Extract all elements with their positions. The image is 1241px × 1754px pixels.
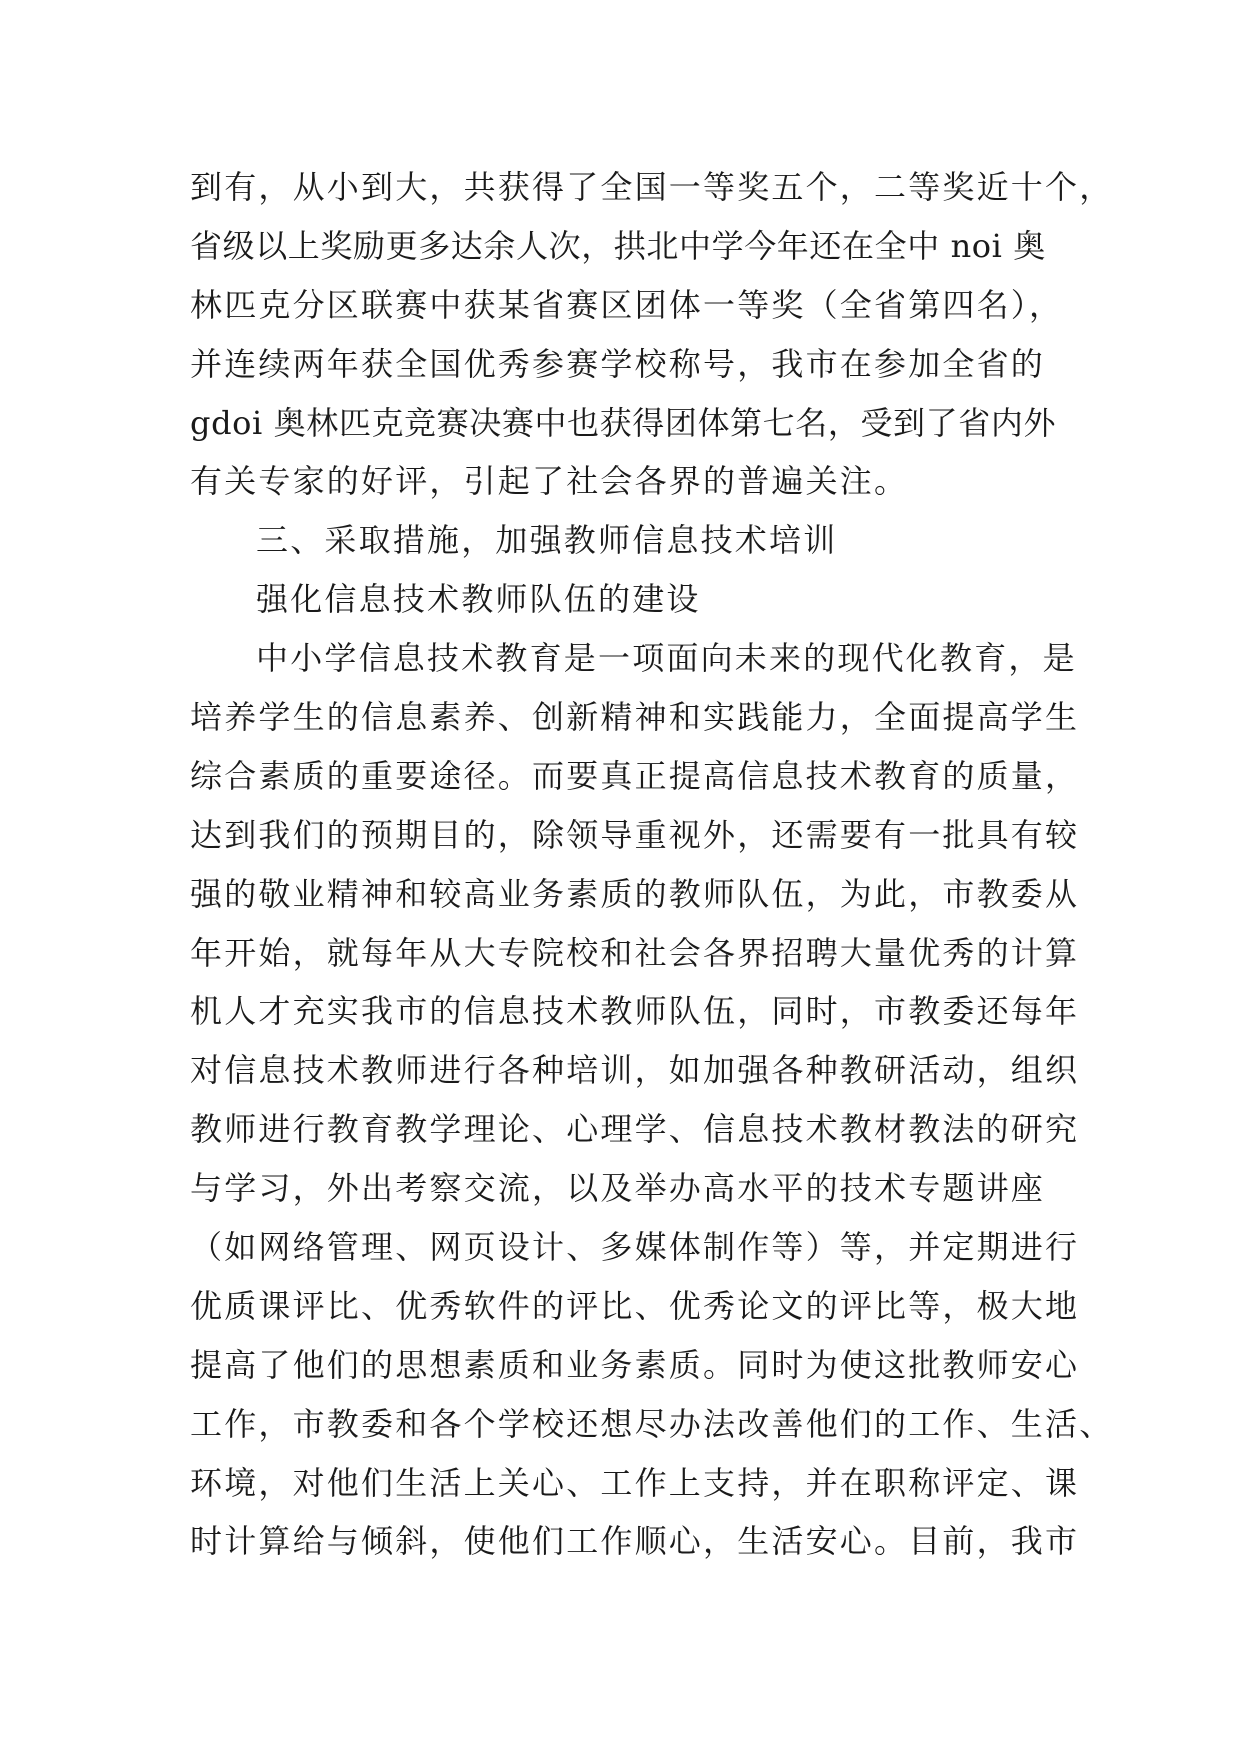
text-line: 机人才充实我市的信息技术教师队伍，同时，市教委还每年 bbox=[190, 992, 1080, 1031]
text-line: 工作，市教委和各个学校还想尽办法改善他们的工作、生活、 bbox=[190, 1404, 1114, 1443]
text-line: 教师进行教育教学理论、心理学、信息技术教材教法的研究 bbox=[190, 1110, 1080, 1149]
text-line: 林匹克分区联赛中获某省赛区团体一等奖（全省第四名）， bbox=[190, 285, 1064, 324]
text-line: 有关专家的好评，引起了社会各界的普遍关注。 bbox=[190, 462, 909, 501]
text-line: 时计算给与倾斜，使他们工作顺心，生活安心。目前，我市 bbox=[190, 1522, 1080, 1561]
text-line: 对信息技术教师进行各种培训，如加强各种教研活动，组织 bbox=[190, 1051, 1080, 1090]
text-line: 优质课评比、优秀软件的评比、优秀论文的评比等，极大地 bbox=[190, 1286, 1080, 1325]
text-line: 到有，从小到大，共获得了全国一等奖五个，二等奖近十个， bbox=[190, 168, 1114, 206]
text-line: 环境，对他们生活上关心、工作上支持，并在职称评定、课 bbox=[190, 1463, 1080, 1502]
text-line: 提高了他们的思想素质和业务素质。同时为使这批教师安心 bbox=[190, 1345, 1080, 1384]
body-text bbox=[190, 158, 1114, 1571]
text-line: 并连续两年获全国优秀参赛学校称号，我市在参加全省的 bbox=[190, 344, 1046, 383]
text-line: 培养学生的信息素养、创新精神和实践能力，全面提高学生 bbox=[190, 698, 1080, 737]
text-line: 综合素质的重要途径。而要真正提高信息技术教育的质量， bbox=[190, 756, 1080, 795]
text-line: gdoi 奥林匹克竞赛决赛中也获得团体第七名，受到了省内外 bbox=[190, 403, 1057, 442]
paragraph-start: 中小学信息技术教育是一项面向未来的现代化教育，是 bbox=[256, 639, 1077, 678]
text-line: 与学习，外出考察交流，以及举办高水平的技术专题讲座 bbox=[190, 1169, 1046, 1208]
text-line: 年开始，就每年从大专院校和社会各界招聘大量优秀的计算 bbox=[190, 933, 1080, 972]
section-heading: 三、采取措施，加强教师信息技术培训 bbox=[256, 521, 838, 560]
text-line: 强的敬业精神和较高业务素质的教师队伍，为此，市教委从 bbox=[190, 874, 1080, 913]
text-line: 达到我们的预期目的，除领导重视外，还需要有一批具有较 bbox=[190, 815, 1080, 854]
text-line: 省级以上奖励更多达余人次，拱北中学今年还在全中 noi 奥 bbox=[190, 226, 1046, 265]
subsection-heading: 强化信息技术教师队伍的建设 bbox=[256, 580, 701, 619]
text-line: （如网络管理、网页设计、多媒体制作等）等，并定期进行 bbox=[190, 1228, 1080, 1267]
